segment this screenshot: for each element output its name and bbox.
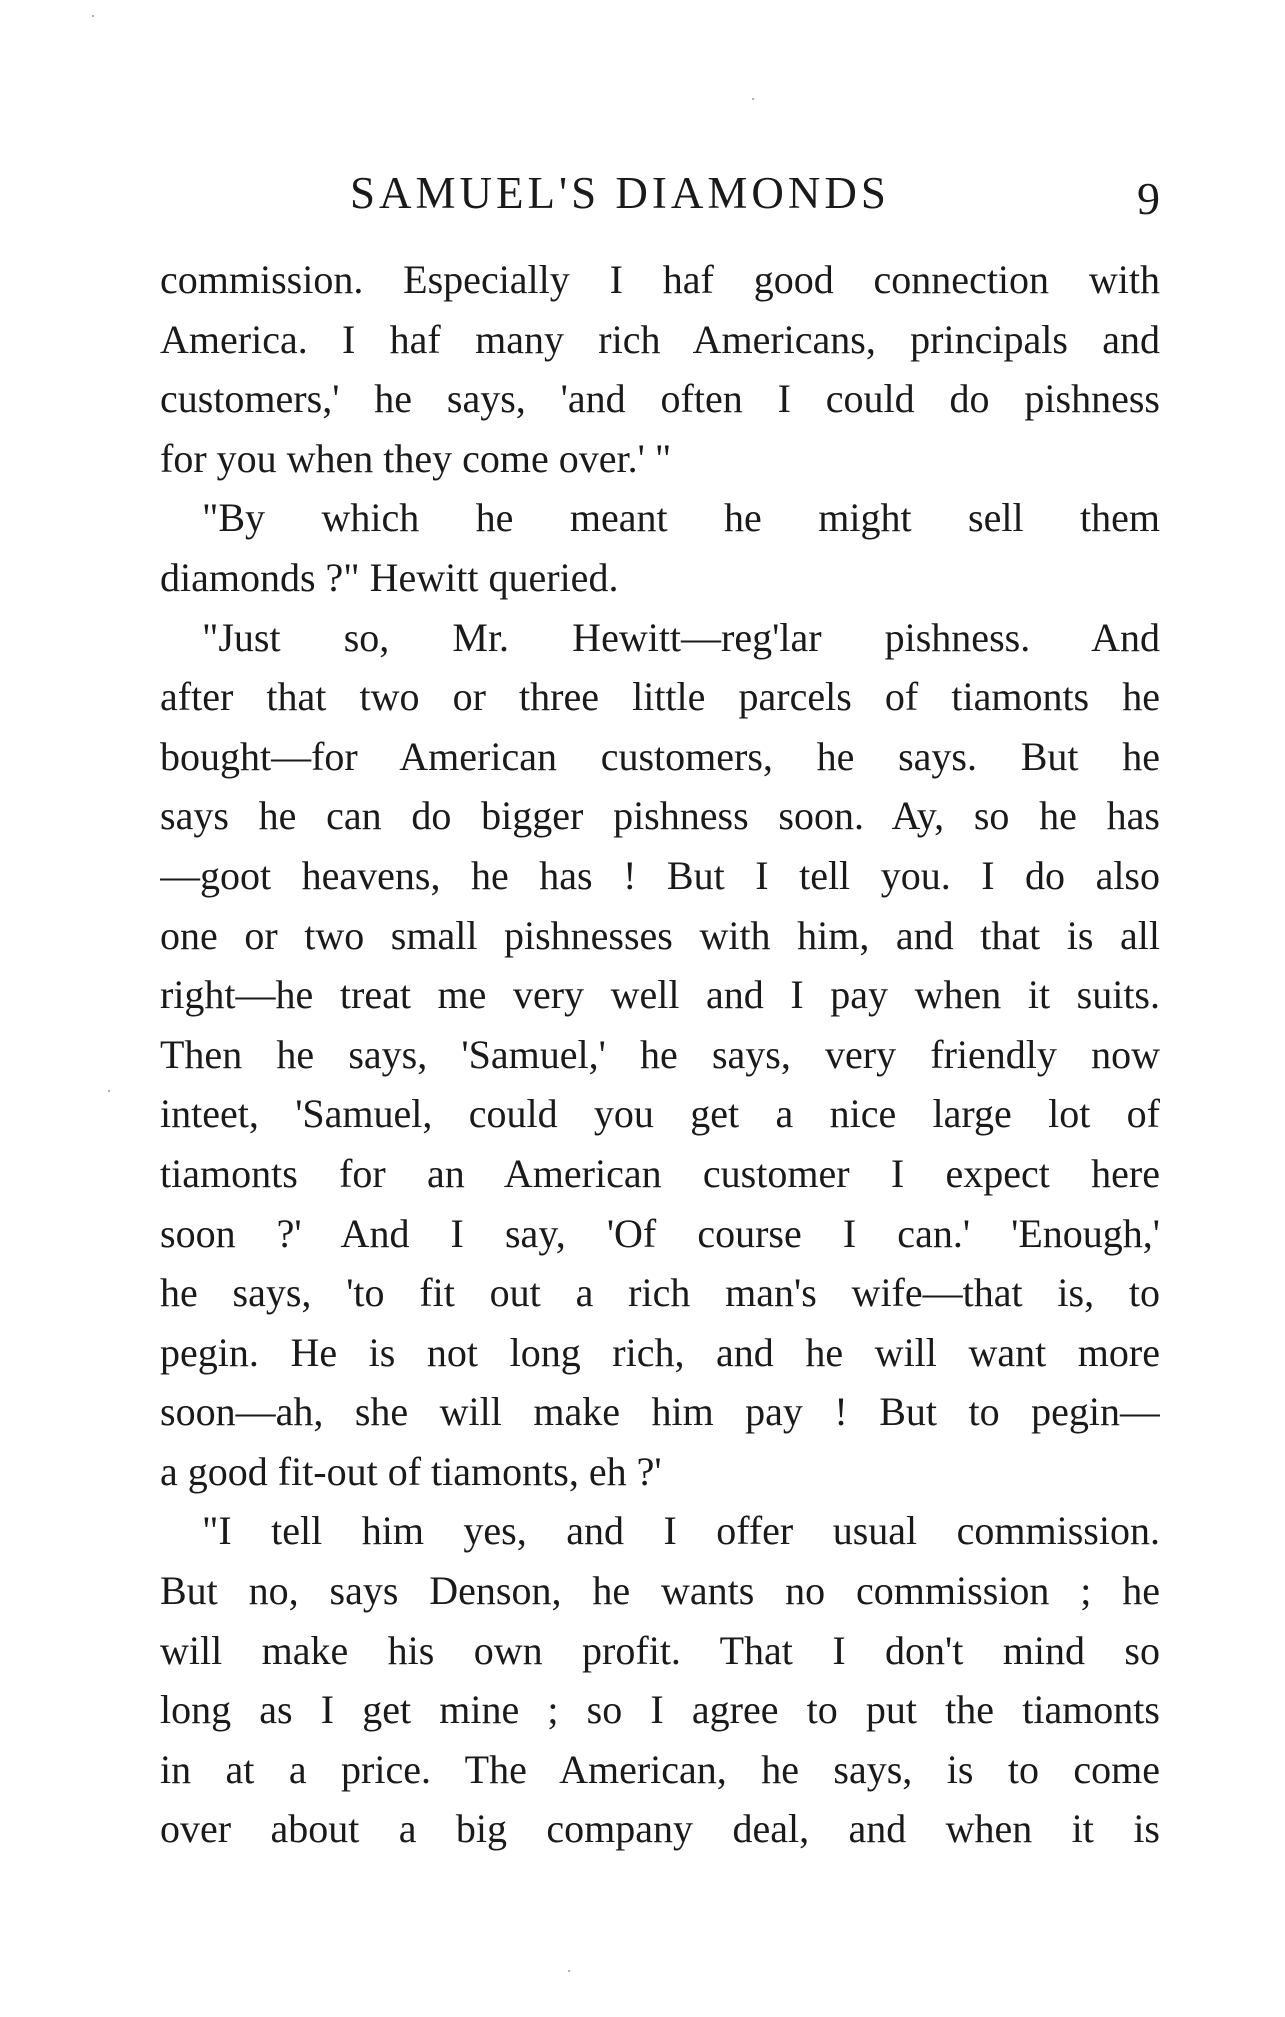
text-line: over about a big company deal, and when it is — [160, 1806, 1160, 1852]
text-line: "By which he meant he might sell them — [202, 495, 1160, 541]
body-text — [160, 250, 1160, 1859]
running-title: SAMUEL'S DIAMONDS — [350, 168, 890, 218]
text-line: commission. Especially I haf good connection with — [160, 257, 1160, 302]
paper-speck — [108, 1090, 110, 1092]
running-head — [160, 163, 1160, 223]
paper-speck — [568, 1970, 570, 1972]
text-line: —goot heavens, he has ! But I tell you. I do also — [160, 852, 1160, 898]
text-line: "I tell him yes, and I offer usual commission. — [202, 1508, 1160, 1554]
text-line: Then he says, 'Samuel,' he says, very friendly now — [160, 1031, 1160, 1077]
text-line: America. I haf many rich Americans, principals and — [160, 316, 1160, 362]
text-line: bought—for American customers, he says. But he — [160, 733, 1160, 779]
text-line: will make his own profit. That I don't mind so — [160, 1627, 1160, 1673]
text-line: in at a price. The American, he says, is to come — [160, 1746, 1160, 1792]
text-line: he says, 'to fit out a rich man's wife—that is, to — [160, 1270, 1160, 1316]
text-line: says he can do bigger pishness soon. Ay, so he has — [160, 793, 1160, 839]
text-line: for you when they come over.' " — [160, 435, 672, 481]
text-line: after that two or three little parcels of tiamonts he — [160, 674, 1160, 720]
text-line: soon ?' And I say, 'Of course I can.' 'Enough,' — [160, 1210, 1160, 1256]
paper-speck — [752, 98, 754, 100]
text-line: one or two small pishnesses with him, and that is all — [160, 912, 1160, 958]
text-line: right—he treat me very well and I pay when it suits. — [160, 972, 1160, 1018]
text-line: pegin. He is not long rich, and he will want more — [160, 1329, 1160, 1375]
text-line: long as I get mine ; so I agree to put the tiamonts — [160, 1687, 1160, 1733]
paper-speck — [92, 15, 94, 17]
text-line: But no, says Denson, he wants no commission ; he — [160, 1568, 1160, 1614]
page-number: 9 — [1137, 173, 1160, 224]
text-line: inteet, 'Samuel, could you get a nice large lot of — [160, 1091, 1160, 1137]
text-line: a good fit-out of tiamonts, eh ?' — [160, 1448, 662, 1494]
text-line: diamonds ?" Hewitt queried. — [160, 554, 619, 600]
text-line: tiamonts for an American customer I expect here — [160, 1150, 1160, 1196]
text-line: soon—ah, she will make him pay ! But to pegin— — [160, 1389, 1160, 1435]
text-line: customers,' he says, 'and often I could do pishness — [160, 376, 1160, 422]
text-line: "Just so, Mr. Hewitt—reg'lar pishness. And — [202, 614, 1160, 660]
